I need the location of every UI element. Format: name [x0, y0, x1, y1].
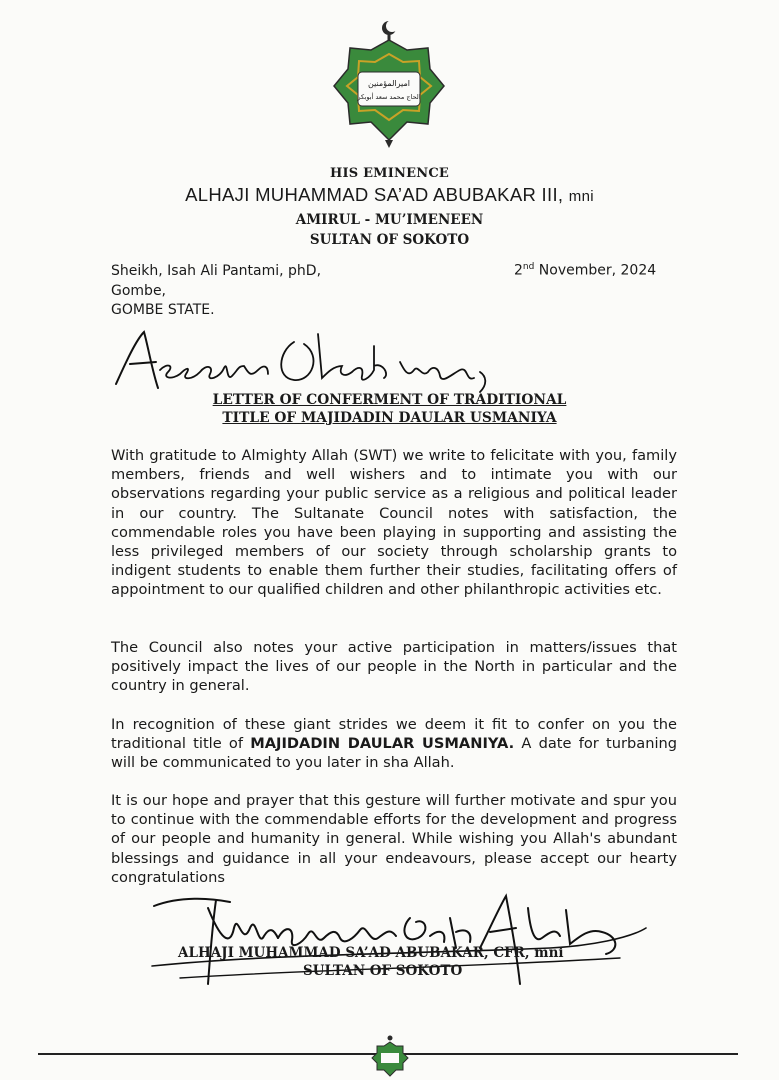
header-office: SULTAN OF SOKOTO [309, 232, 470, 248]
signatory-name: ALHAJI MUHAMMAD SA’AD ABUBAKAR, CFR, mni [178, 945, 564, 961]
footer-emblem [370, 1034, 410, 1078]
recipient-line-3: GOMBE STATE. [111, 302, 215, 318]
header-title: AMIRUL - MU’IMENEEN [295, 212, 484, 228]
p3-after: A date for turbaning will be communicated to you later in sha Allah. [111, 735, 678, 772]
body-paragraph-3 [111, 715, 677, 773]
signatory-office: SULTAN OF SOKOTO [303, 963, 463, 979]
body-paragraph-1: With gratitude to Almighty Allah (SWT) we write to felicitate with you, family members, friends and well wishers and to intimate you with our observations regarding your public service as a religious and political leader in our country. The Sultanate Council notes with satisfaction, the commendable roles you have been playing in supporting and assisting the less privileged members of our society through scholarship grants to indigent students to enable them further their studies, facilitating offers of appointment to our qualified children and other philanthropic activities etc. [111, 447, 677, 599]
header-name-suffix: mni [568, 188, 594, 205]
recipient-line-2: Gombe, [111, 282, 167, 299]
subject-line-1: LETTER OF CONFERMENT OF TRADITIONAL [212, 392, 567, 408]
header-eminence: HIS EMINENCE [330, 166, 449, 181]
date-rest: November, 2024 [538, 262, 657, 279]
header-name-text: ALHAJI MUHAMMAD SA’AD ABUBAKAR III, [185, 184, 564, 205]
date-day: 2 [514, 262, 523, 279]
subject-line-2: TITLE OF MAJIDADIN DAULAR USMANIYA [222, 410, 557, 426]
emblem-arabic-line-2: الحاج محمد سعد أبوبكر [357, 93, 421, 101]
body-paragraph-2: The Council also notes your active participation in matters/issues that positively impact the lives of our people in the North in particular and the country in general. [111, 639, 677, 695]
handwritten-salutation [108, 322, 508, 402]
sultanate-emblem [322, 14, 456, 164]
recipient-address [111, 262, 321, 321]
handwritten-signature [150, 888, 650, 998]
p3-before: In recognition of these giant strides we deem it fit to confer on you the traditional title of [111, 716, 677, 753]
emblem-arabic-line-1: اميرالمؤمنين [368, 79, 410, 88]
body-paragraph-4: It is our hope and prayer that this gesture will further motivate and spur you to continue with the commendable efforts for the development and progress of our people and humanity in general. While wishing you Allah's abundant blessings and guidance in all your endeavours, please accept our hearty congratulations [111, 792, 677, 886]
star-frame [334, 40, 444, 140]
conferred-title: MAJIDADIN DAULAR USMANIYA. [250, 735, 515, 753]
date-suffix: nd [522, 262, 535, 272]
header-name [0, 184, 779, 206]
letter-date [514, 262, 656, 279]
recipient-line-1: Sheikh, Isah Ali Pantami, phD, [111, 263, 322, 279]
crescent-icon [382, 20, 398, 42]
